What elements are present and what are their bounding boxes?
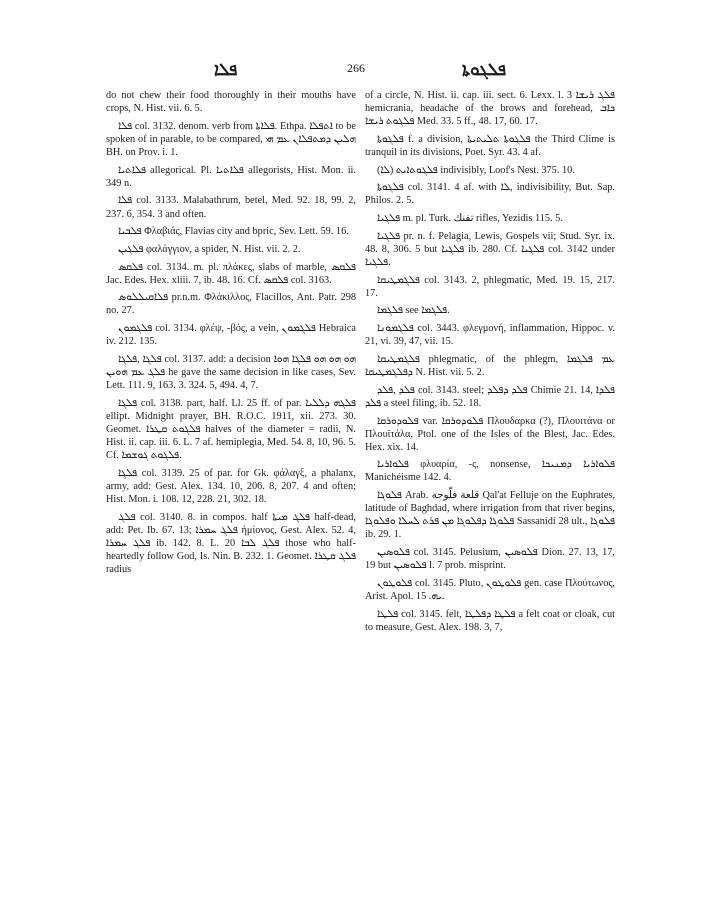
entry: ܦܠܓܝܢ φαλάγγιον, a spider, N. Hist. vii. 2. 2. [118,243,301,255]
entry: ܦܠܛܐ col. 3145. felt, ܦܠܛܐ ܕܦܠܛܐ a felt coat or cloak, cut to measure, Gest. Alex. 198. 3, 7, [365,608,615,633]
entry: ܦܠܓܡܛܝܩܐ phlegmatic, of the phlegm, ܥܡ ܦܠܓܡܐ ܕܦܠܓܡܛܝܩܐ N. Hist. vii. 5. 2. [365,353,615,379]
entry: ܦܠܓܡܘܢ col. 3134. φλέψ, -βός, a vein, ܦܠܓܡܘܢ Hebraica iv. 212. 135. [106,323,356,348]
header-left-word: ܦܠܐ [214,60,238,80]
entry: ܦܠܐܩܝܠܠܘܣ pr.n.m. Φλάκιλλος, Flacillos, Ant. Patr. 298 no. 27. [106,292,356,317]
entry: ܦܠܓܘܬܐ col. 3141. 4 af. with ܠܐ, indivisibility, But. Sap. Philos. 2. 5. [365,182,616,207]
entry: ܦܠܒܝܐ Φλαβιάς, Flavias city and bpric, Sev. Lett. 59. 16. [118,226,349,238]
right-column [365,89,615,638]
entry: ܦܠܩܣ col. 3134. m. pl. πλάκες, slabs of marble, ܦܠܩܣ Jac. Edes. Hex. xliii. 7, ib. 48. 16. Cf. ܦܠܩܣ col. 3163. [106,261,356,286]
entry: ܦܠܘܐܪܝܐ φλυαρία, -ς, nonsense, ܦܠܘܐܪܝܐ ܕܡܢܝܟܐ Manichéisme 142. 4. [365,459,616,484]
entry: do not chew their food thoroughly in their mouths have crops, N. Hist. vii. 6. 5. [106,90,356,115]
entry: ܦܠܓܐ col. 3138. part, half. Ll. 25 ff. of par. ܦܠܓܗ ܕܠܠܝܐ ellipt. Midnight prayer, BH. R.O.C. 1911, xii. 273. 30. Geomet. ܦܠܓܘܬ ܩܛܪܐ halves of the diameter = radii, N. Hist. ii. cap. iii. 6. L. 7 af. hemiplegia, Med. 54. 8, 10, 96. 5. Cf. ܦܠܓܘܬ ܓܘܫܡܐ. [106,397,356,462]
entry: ܦܠܐ col. 3133. Malabathrum, betel, Med. 92. 18, 99. 2, 237. 6, 354. 3 and often. [106,195,356,220]
entry: ܦܠܓ col. 3140. 8. in compos. half ܦܠܓ ܡܝܬܐ half-dead, add: Pet. Ib. 67. 13; ܦܠܓ ܚܡܪܐ ἡμίονος, Gest. Alex. 52. 4, ܦܠܓ ܚܡܪܐ ib. 142. 8. L. 20 ܦܠܓ ܠܒܐ those who half-heartedly follow God, Is. Nin. B. 232. 1. Geomet. ܦܠܓ ܩܛܪܐ radius [106,511,356,576]
entry: of a circle, N. Hist. ii. cap. iii. sect. 6. Lexx. l. 3 ܦܠܓ ܪܝܫܐ hemicrania, headache of the brows and forehead, ܟܐܒ ܦܠܓܘܬ ܪܝܫܐ Med. 33. 5 ff., 48. 17, 60. 17. [365,90,615,128]
entry: ܦܠܘܣܝܢ col. 3145. Pelusium, ܦܠܘܣܝܢ Dion. 27. 13, 17, 19 but ܦܠܘܣܝܢ l. 7 prob. misprint. [365,547,615,572]
entry: ܦܠܓܝܐ m. pl. Turk. تفنك rifles, Yezidis 115. 5. [377,213,563,225]
left-column [106,89,356,581]
entry: ܦܠܐ col. 3132. denom. verb from ܦܠܐܬܐ. Ethpa. ܐܬܦܠܐ to be spoken of in parable, to be compared, ܗܠܝܢ ܕܡܬܦܠܐܢ ܥܡ ܗܝ BH. on Prov. i. 1. [106,120,356,158]
entry: ܦܠܘܓܐ Arab. قلعة فلّوجة Qal'at Felluje on the Euphrates, latitude of Baghdad, where irrigation from that river begins, ܦܠܘܓܐ ܕܦܠܘܓܐ ܡܢ ܦܪܬ ܠܚܠܐ ܘܦܠܘܓܐ Sassanidi 28 ult., ܦܠܘܓܐ ib. 29. 1. [365,490,615,541]
running-header [100,60,614,82]
entry: ܦܠܓܝܐ pr. n. f. Pelagia, Lewis, Gospels vii; Stud. Syr. ix. 48. 8, 306. 5 but ܦܠܓܝܐ ib. 280. Cf. ܦܠܓܝܐ col. 3142 under ܦܠܓܝܐ. [365,230,615,268]
entry: ܦܠܘܕܘܪܩܐ var. ܦܠܘܕܘܪܩܐ Πλουδαρκα (?), Πλουιτάνα or Πλουϊτάλα, Ptol. one of the Isles of the Blest, Jac. Edes. Hex. xix. 14. [365,415,615,453]
entry: ܦܠܓܘܬܐܝܬ (ܠܐ) indivisibly, Loof's Nest. 375. 10. [377,164,575,176]
page-number: 266 [347,61,365,75]
entry: ܦܠܕ ,ܦܠܕ col. 3143. steel; ܦܠܕ ܕܦܠܕ Chimie 21. 14, ܦܠܕܐ ܦܠܕ a steel filing, ib. 52. 18. [365,384,615,409]
entry: ܦܠܓܡܘܢܐ col. 3443. φλεγμονή, inflammation, Hippoc. v. 21, vi. 39, 47, vii. 15. [365,323,615,348]
entry: ܦܠܘܛܘܢ col. 3145. Pluto, ܦܠܘܛܘܢ gen. case Πλούτωνος, Arist. Apol. ܝܗ. 15. [365,577,615,602]
entry: ܦܠܓܡܛܝܩܐ col. 3143. 2, phlegmatic, Med. 19. 15, 217. 17. [365,274,615,299]
entry: ܦܠܓܐ ,ܦܠܓܐ col. 3137. add: a decision ܗܘ ܗܘ ܗܘ ܦܠܓܐ ܗܘܐ ܦܠܓ ܥܡ ܗܘܝܢ he gave the same decision in like cases, Sev. Lett. 111. 9, 163. 3. 324. 5, 494. 4, 7. [106,353,356,392]
entry: ܦܠܓܡܐ see ܦܠܓܡܐ. [377,305,450,317]
entry: ܦܠܓܐ col. 3139. 25 of par. for Gk. φάλαγξ, a phalanx, army, add: Gest. Alex. 134. 10, 206. 8, 207. 4 and often; Hist. Mon. i. 108. 12, 228. 21, 302. 18. [106,467,356,506]
entry: ܦܠܐܬܝܐ allegorical. Pl. ܦܠܐܬܝܐ allegorists, Hist. Mon. ii. 349 n. [106,164,356,189]
entry: ܦܠܓܘܬܐ f. a division, ܦܠܓܘܬܐ ܬܠܝܬܝܬܐ the Third Clime is tranquil in its divisions, Poet. Syr. 43. 4 af. [365,133,615,158]
header-right-word: ܦܠܓܘܬܐ [462,60,507,80]
